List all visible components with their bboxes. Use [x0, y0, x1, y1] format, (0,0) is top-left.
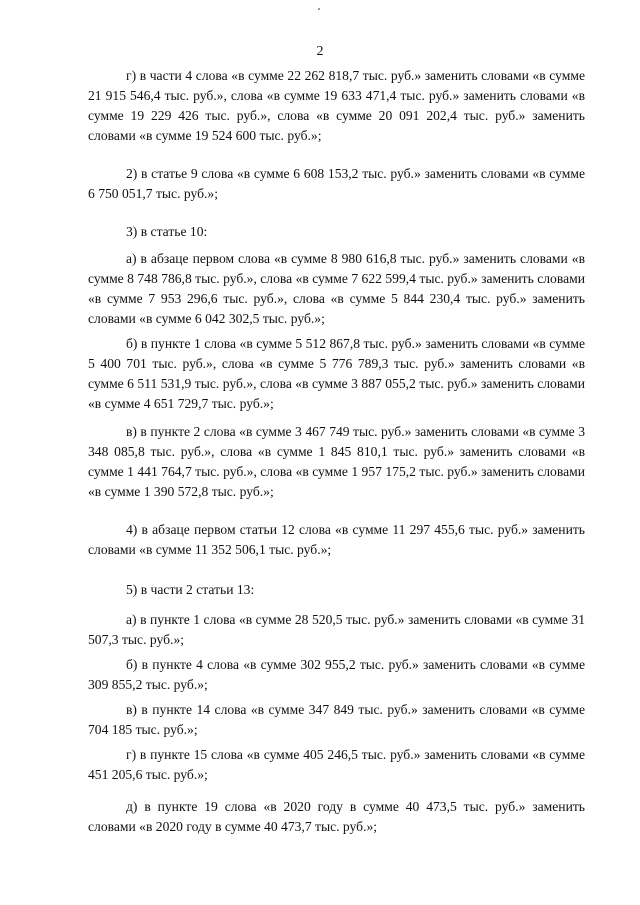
paragraph-item3: 3) в статье 10:: [126, 224, 208, 239]
paragraph-part4-g: г) в части 4 слова «в сумме 22 262 818,7 тыс. руб.» заменить словами «в сумме 21 915 546,4 тыс. руб.», слова «в сумме 19 633 471,4 тыс. руб.» заменить словами «в сумме 19 229 426 тыс. руб.», слова «в сумме 20 091 202,4 тыс. руб.» заменить словами «в сумме 19 524 600 тыс. руб.»;: [88, 68, 585, 143]
paragraph-item5-g: г) в пункте 15 слова «в сумме 405 246,5 тыс. руб.» заменить словами «в сумме 451 205,6 тыс. руб.»;: [88, 747, 585, 782]
paragraph-item3-a: а) в абзаце первом слова «в сумме 8 980 616,8 тыс. руб.» заменить словами «в сумме 8 748 786,8 тыс. руб.», слова «в сумме 7 622 599,4 тыс. руб.» заменить словами «в сумме 7 953 296,6 тыс. руб.», слова «в сумме 5 844 230,4 тыс. руб.» заменить словами «в сумме 6 042 302,5 тыс. руб.»;: [88, 251, 585, 326]
paragraph-item5: 5) в части 2 статьи 13:: [126, 582, 255, 597]
paragraph-item2: 2) в статье 9 слова «в сумме 6 608 153,2 тыс. руб.» заменить словами «в сумме 6 750 051,7 тыс. руб.»;: [88, 166, 585, 201]
paragraph-item5-b: б) в пункте 4 слова «в сумме 302 955,2 тыс. руб.» заменить словами «в сумме 309 855,2 тыс. руб.»;: [88, 657, 585, 692]
paragraph-item5-v: в) в пункте 14 слова «в сумме 347 849 тыс. руб.» заменить словами «в сумме 704 185 тыс. руб.»;: [88, 702, 585, 737]
page-number: 2: [316, 44, 324, 59]
paragraph-item3-v: в) в пункте 2 слова «в сумме 3 467 749 тыс. руб.» заменить словами «в сумме 3 348 085,8 тыс. руб.», слова «в сумме 1 845 810,1 тыс. руб.» заменить словами «в сумме 1 441 764,7 тыс. руб.», слова «в сумме 1 957 175,2 тыс. руб.» заменить словами «в сумме 1 390 572,8 тыс. руб.»;: [88, 424, 585, 499]
paragraph-item3-b: б) в пункте 1 слова «в сумме 5 512 867,8 тыс. руб.» заменить словами «в сумме 5 400 701 тыс. руб.», слова «в сумме 5 776 789,3 тыс. руб.» заменить словами «в сумме 6 511 531,9 тыс. руб.», слова «в сумме 3 887 055,2 тыс. руб.» заменить словами «в сумме 4 651 729,7 тыс. руб.»;: [88, 336, 585, 411]
paragraph-item5-a: а) в пункте 1 слова «в сумме 28 520,5 тыс. руб.» заменить словами «в сумме 31 507,3 тыс. руб.»;: [88, 612, 585, 647]
paragraph-item4: 4) в абзаце первом статьи 12 слова «в сумме 11 297 455,6 тыс. руб.» заменить словами «в сумме 11 352 506,1 тыс. руб.»;: [88, 522, 585, 557]
scan-mark: [318, 8, 320, 10]
paragraph-item5-d: д) в пункте 19 слова «в 2020 году в сумме 40 473,5 тыс. руб.» заменить словами «в 2020 году в сумме 40 473,7 тыс. руб.»;: [88, 799, 585, 834]
